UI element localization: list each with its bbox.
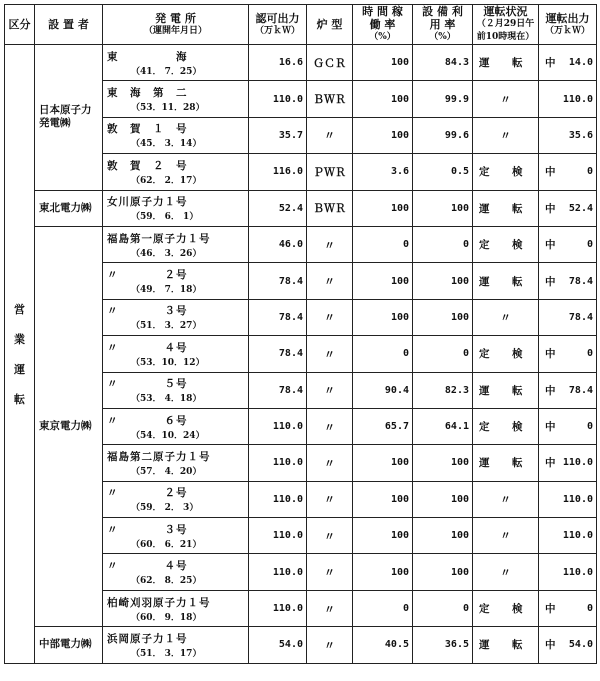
operator-cell: 東北電力㈱ bbox=[35, 190, 103, 226]
equipment-utilization-cell: 99.9 bbox=[413, 81, 473, 117]
station-cell bbox=[103, 518, 249, 554]
operation-status-cell: 定 検 中 bbox=[473, 408, 539, 444]
station-start-date: （59． 6． 1） bbox=[131, 212, 199, 223]
station-cell bbox=[103, 408, 249, 444]
capacity-cell: 54.0 bbox=[249, 627, 307, 663]
operation-status-cell: 定 検 中 bbox=[473, 154, 539, 190]
header-capacity bbox=[249, 5, 307, 45]
station-start-date: （53．11．28） bbox=[131, 103, 205, 114]
reactor-type-cell: 〃 bbox=[307, 336, 353, 372]
time-utilization-cell: 100 bbox=[353, 81, 413, 117]
reactor-type-cell: 〃 bbox=[307, 445, 353, 481]
station-cell bbox=[103, 117, 249, 153]
table-row bbox=[5, 45, 597, 81]
time-utilization-cell: 100 bbox=[353, 554, 413, 590]
station-name: 〃 ５号 bbox=[107, 378, 188, 391]
time-utilization-cell: 90.4 bbox=[353, 372, 413, 408]
operation-status-cell: 〃 bbox=[473, 554, 539, 590]
station-name: 〃 ３号 bbox=[107, 523, 188, 536]
header-capacity-unit: （万ｋＷ） bbox=[254, 25, 300, 36]
station-start-date: （46． 3．26） bbox=[131, 248, 202, 259]
equipment-utilization-cell: 0.5 bbox=[413, 154, 473, 190]
station-start-date: （57． 4．20） bbox=[131, 466, 202, 477]
header-time-util-label: 時 間 稼 働 率 bbox=[362, 5, 403, 31]
nuclear-plant-status-table bbox=[4, 4, 597, 664]
capacity-cell: 110.0 bbox=[249, 554, 307, 590]
time-utilization-cell: 100 bbox=[353, 299, 413, 335]
station-cell bbox=[103, 554, 249, 590]
station-name: 〃 ６号 bbox=[107, 414, 188, 427]
station-cell bbox=[103, 45, 249, 81]
capacity-cell: 110.0 bbox=[249, 481, 307, 517]
operation-status-cell: 運 転 中 bbox=[473, 190, 539, 226]
reactor-type-cell: 〃 bbox=[307, 117, 353, 153]
equipment-utilization-cell: 82.3 bbox=[413, 372, 473, 408]
operation-status-cell: 運 転 中 bbox=[473, 372, 539, 408]
equipment-utilization-cell: 100 bbox=[413, 263, 473, 299]
output-cell: 35.6 bbox=[539, 117, 597, 153]
header-equip-util-label: 設 備 利 用 率 bbox=[422, 5, 463, 31]
reactor-type-cell: ＢＷＲ bbox=[307, 190, 353, 226]
operation-status-cell: 運 転 中 bbox=[473, 45, 539, 81]
capacity-cell: 78.4 bbox=[249, 336, 307, 372]
operation-status-cell: 運 転 中 bbox=[473, 627, 539, 663]
reactor-type-cell: ＰＷＲ bbox=[307, 154, 353, 190]
capacity-cell: 16.6 bbox=[249, 45, 307, 81]
operator-cell: 中部電力㈱ bbox=[35, 627, 103, 663]
station-cell bbox=[103, 226, 249, 262]
station-start-date: （53．10．12） bbox=[131, 357, 205, 368]
operation-status-cell: 〃 bbox=[473, 81, 539, 117]
time-utilization-cell: 100 bbox=[353, 190, 413, 226]
operation-status-cell: 運 転 中 bbox=[473, 263, 539, 299]
reactor-type-cell: 〃 bbox=[307, 590, 353, 626]
equipment-utilization-cell: 100 bbox=[413, 445, 473, 481]
header-row bbox=[5, 5, 597, 45]
station-name: 東 海 第 二 bbox=[107, 87, 188, 100]
operation-status-cell: 定 検 中 bbox=[473, 226, 539, 262]
station-cell bbox=[103, 190, 249, 226]
header-output-unit: （万ｋＷ） bbox=[544, 25, 590, 36]
time-utilization-cell: 65.7 bbox=[353, 408, 413, 444]
station-start-date: （62． 8．25） bbox=[131, 576, 202, 587]
table-row bbox=[5, 627, 597, 663]
table-row bbox=[5, 226, 597, 262]
station-name: 福島第二原子力１号 bbox=[107, 450, 211, 463]
header-status bbox=[473, 5, 539, 45]
capacity-cell: 110.0 bbox=[249, 518, 307, 554]
equipment-utilization-cell: 100 bbox=[413, 554, 473, 590]
output-cell: 110.0 bbox=[539, 554, 597, 590]
capacity-cell: 110.0 bbox=[249, 445, 307, 481]
output-cell: 110.0 bbox=[539, 481, 597, 517]
output-cell: 110.0 bbox=[539, 81, 597, 117]
time-utilization-cell: 0 bbox=[353, 336, 413, 372]
station-name: 福島第一原子力１号 bbox=[107, 232, 211, 245]
category-char: 運 bbox=[14, 362, 25, 376]
category-cell bbox=[5, 45, 35, 664]
output-cell: 110.0 bbox=[539, 518, 597, 554]
capacity-cell: 35.7 bbox=[249, 117, 307, 153]
station-cell bbox=[103, 299, 249, 335]
header-output-label: 運転出力 bbox=[545, 11, 590, 25]
header-capacity-label: 認可出力 bbox=[255, 11, 300, 25]
reactor-type-cell: 〃 bbox=[307, 554, 353, 590]
equipment-utilization-cell: 100 bbox=[413, 190, 473, 226]
time-utilization-cell: 100 bbox=[353, 117, 413, 153]
station-cell bbox=[103, 627, 249, 663]
header-equip-util bbox=[413, 5, 473, 45]
output-cell: 0 bbox=[539, 154, 597, 190]
time-utilization-cell: 100 bbox=[353, 518, 413, 554]
equipment-utilization-cell: 100 bbox=[413, 518, 473, 554]
header-status-sub: （２月29日午前10時現在） bbox=[476, 19, 535, 42]
reactor-type-cell: 〃 bbox=[307, 372, 353, 408]
time-utilization-cell: 0 bbox=[353, 590, 413, 626]
equipment-utilization-cell: 36.5 bbox=[413, 627, 473, 663]
station-name: 〃 ４号 bbox=[107, 341, 188, 354]
station-name: 敦 賀 ２ 号 bbox=[107, 159, 188, 172]
station-cell bbox=[103, 154, 249, 190]
equipment-utilization-cell: 99.6 bbox=[413, 117, 473, 153]
category-char: 営 bbox=[14, 302, 25, 316]
equipment-utilization-cell: 100 bbox=[413, 299, 473, 335]
output-cell: 14.0 bbox=[539, 45, 597, 81]
equipment-utilization-cell: 0 bbox=[413, 590, 473, 626]
station-name: 東 海 bbox=[107, 50, 188, 63]
header-reactor: 炉 型 bbox=[307, 5, 353, 45]
operator-cell: 東京電力㈱ bbox=[35, 226, 103, 626]
equipment-utilization-cell: 0 bbox=[413, 226, 473, 262]
operation-status-cell: 定 検 中 bbox=[473, 590, 539, 626]
reactor-type-cell: ＧＣＲ bbox=[307, 45, 353, 81]
station-name: 〃 ３号 bbox=[107, 305, 188, 318]
capacity-cell: 52.4 bbox=[249, 190, 307, 226]
station-start-date: （51． 3．27） bbox=[131, 321, 202, 332]
header-station-label: 発 電 所 bbox=[155, 11, 196, 25]
station-cell bbox=[103, 263, 249, 299]
output-cell: 110.0 bbox=[539, 445, 597, 481]
station-start-date: （59． 2． 3） bbox=[131, 503, 199, 514]
header-output bbox=[539, 5, 597, 45]
output-cell: 78.4 bbox=[539, 299, 597, 335]
time-utilization-cell: 100 bbox=[353, 481, 413, 517]
header-equip-util-unit: （%） bbox=[429, 32, 456, 42]
output-cell: 78.4 bbox=[539, 372, 597, 408]
capacity-cell: 78.4 bbox=[249, 263, 307, 299]
time-utilization-cell: 40.5 bbox=[353, 627, 413, 663]
station-name: 敦 賀 １ 号 bbox=[107, 123, 188, 136]
capacity-cell: 116.0 bbox=[249, 154, 307, 190]
operation-status-cell: 〃 bbox=[473, 299, 539, 335]
capacity-cell: 78.4 bbox=[249, 372, 307, 408]
nuclear-plant-status-table-wrapper bbox=[4, 4, 597, 664]
header-time-util-unit: （%） bbox=[369, 32, 396, 42]
output-cell: 0 bbox=[539, 590, 597, 626]
operation-status-cell: 〃 bbox=[473, 117, 539, 153]
header-station-sub: （運開年月日） bbox=[143, 25, 207, 36]
category-char: 業 bbox=[14, 332, 25, 346]
station-start-date: （54．10．24） bbox=[131, 430, 205, 441]
operation-status-cell: 〃 bbox=[473, 481, 539, 517]
capacity-cell: 78.4 bbox=[249, 299, 307, 335]
station-name: 〃 ２号 bbox=[107, 269, 188, 282]
table-body bbox=[5, 45, 597, 664]
station-cell bbox=[103, 372, 249, 408]
header-category: 区分 bbox=[5, 5, 35, 45]
category-char: 転 bbox=[14, 392, 25, 406]
time-utilization-cell: 100 bbox=[353, 445, 413, 481]
station-start-date: （49． 7．18） bbox=[131, 285, 202, 296]
equipment-utilization-cell: 0 bbox=[413, 336, 473, 372]
station-cell bbox=[103, 590, 249, 626]
time-utilization-cell: 3.6 bbox=[353, 154, 413, 190]
operation-status-cell: 定 検 中 bbox=[473, 336, 539, 372]
header-status-label: 運転状況 bbox=[483, 5, 528, 18]
operator-cell: 日本原子力発電㈱ bbox=[35, 45, 103, 191]
station-name: 〃 ４号 bbox=[107, 560, 188, 573]
station-start-date: （45． 3．14） bbox=[131, 139, 202, 150]
equipment-utilization-cell: 64.1 bbox=[413, 408, 473, 444]
reactor-type-cell: 〃 bbox=[307, 263, 353, 299]
time-utilization-cell: 0 bbox=[353, 226, 413, 262]
station-cell bbox=[103, 481, 249, 517]
output-cell: 0 bbox=[539, 336, 597, 372]
station-start-date: （62． 2．17） bbox=[131, 175, 202, 186]
station-cell bbox=[103, 445, 249, 481]
station-cell bbox=[103, 81, 249, 117]
operation-status-cell: 運 転 中 bbox=[473, 445, 539, 481]
output-cell: 0 bbox=[539, 226, 597, 262]
header-time-util bbox=[353, 5, 413, 45]
station-name: 〃 ２号 bbox=[107, 487, 188, 500]
header-station bbox=[103, 5, 249, 45]
time-utilization-cell: 100 bbox=[353, 263, 413, 299]
output-cell: 78.4 bbox=[539, 263, 597, 299]
reactor-type-cell: 〃 bbox=[307, 518, 353, 554]
output-cell: 0 bbox=[539, 408, 597, 444]
time-utilization-cell: 100 bbox=[353, 45, 413, 81]
output-cell: 52.4 bbox=[539, 190, 597, 226]
station-cell bbox=[103, 336, 249, 372]
reactor-type-cell: 〃 bbox=[307, 408, 353, 444]
output-cell: 54.0 bbox=[539, 627, 597, 663]
station-start-date: （41． 7．25） bbox=[131, 66, 202, 77]
capacity-cell: 110.0 bbox=[249, 590, 307, 626]
station-name: 浜岡原子力１号 bbox=[107, 632, 188, 645]
station-start-date: （53． 4．18） bbox=[131, 394, 202, 405]
reactor-type-cell: 〃 bbox=[307, 226, 353, 262]
station-start-date: （51． 3．17） bbox=[131, 648, 202, 659]
reactor-type-cell: ＢＷＲ bbox=[307, 81, 353, 117]
reactor-type-cell: 〃 bbox=[307, 481, 353, 517]
equipment-utilization-cell: 84.3 bbox=[413, 45, 473, 81]
station-start-date: （60． 9．18） bbox=[131, 612, 202, 623]
reactor-type-cell: 〃 bbox=[307, 299, 353, 335]
station-name: 女川原子力１号 bbox=[107, 196, 188, 209]
capacity-cell: 110.0 bbox=[249, 81, 307, 117]
header-operator: 設 置 者 bbox=[35, 5, 103, 45]
operation-status-cell: 〃 bbox=[473, 518, 539, 554]
station-name: 柏崎刈羽原子力１号 bbox=[107, 596, 211, 609]
reactor-type-cell: 〃 bbox=[307, 627, 353, 663]
station-start-date: （60． 6．21） bbox=[131, 539, 202, 550]
equipment-utilization-cell: 100 bbox=[413, 481, 473, 517]
table-row bbox=[5, 190, 597, 226]
capacity-cell: 46.0 bbox=[249, 226, 307, 262]
capacity-cell: 110.0 bbox=[249, 408, 307, 444]
